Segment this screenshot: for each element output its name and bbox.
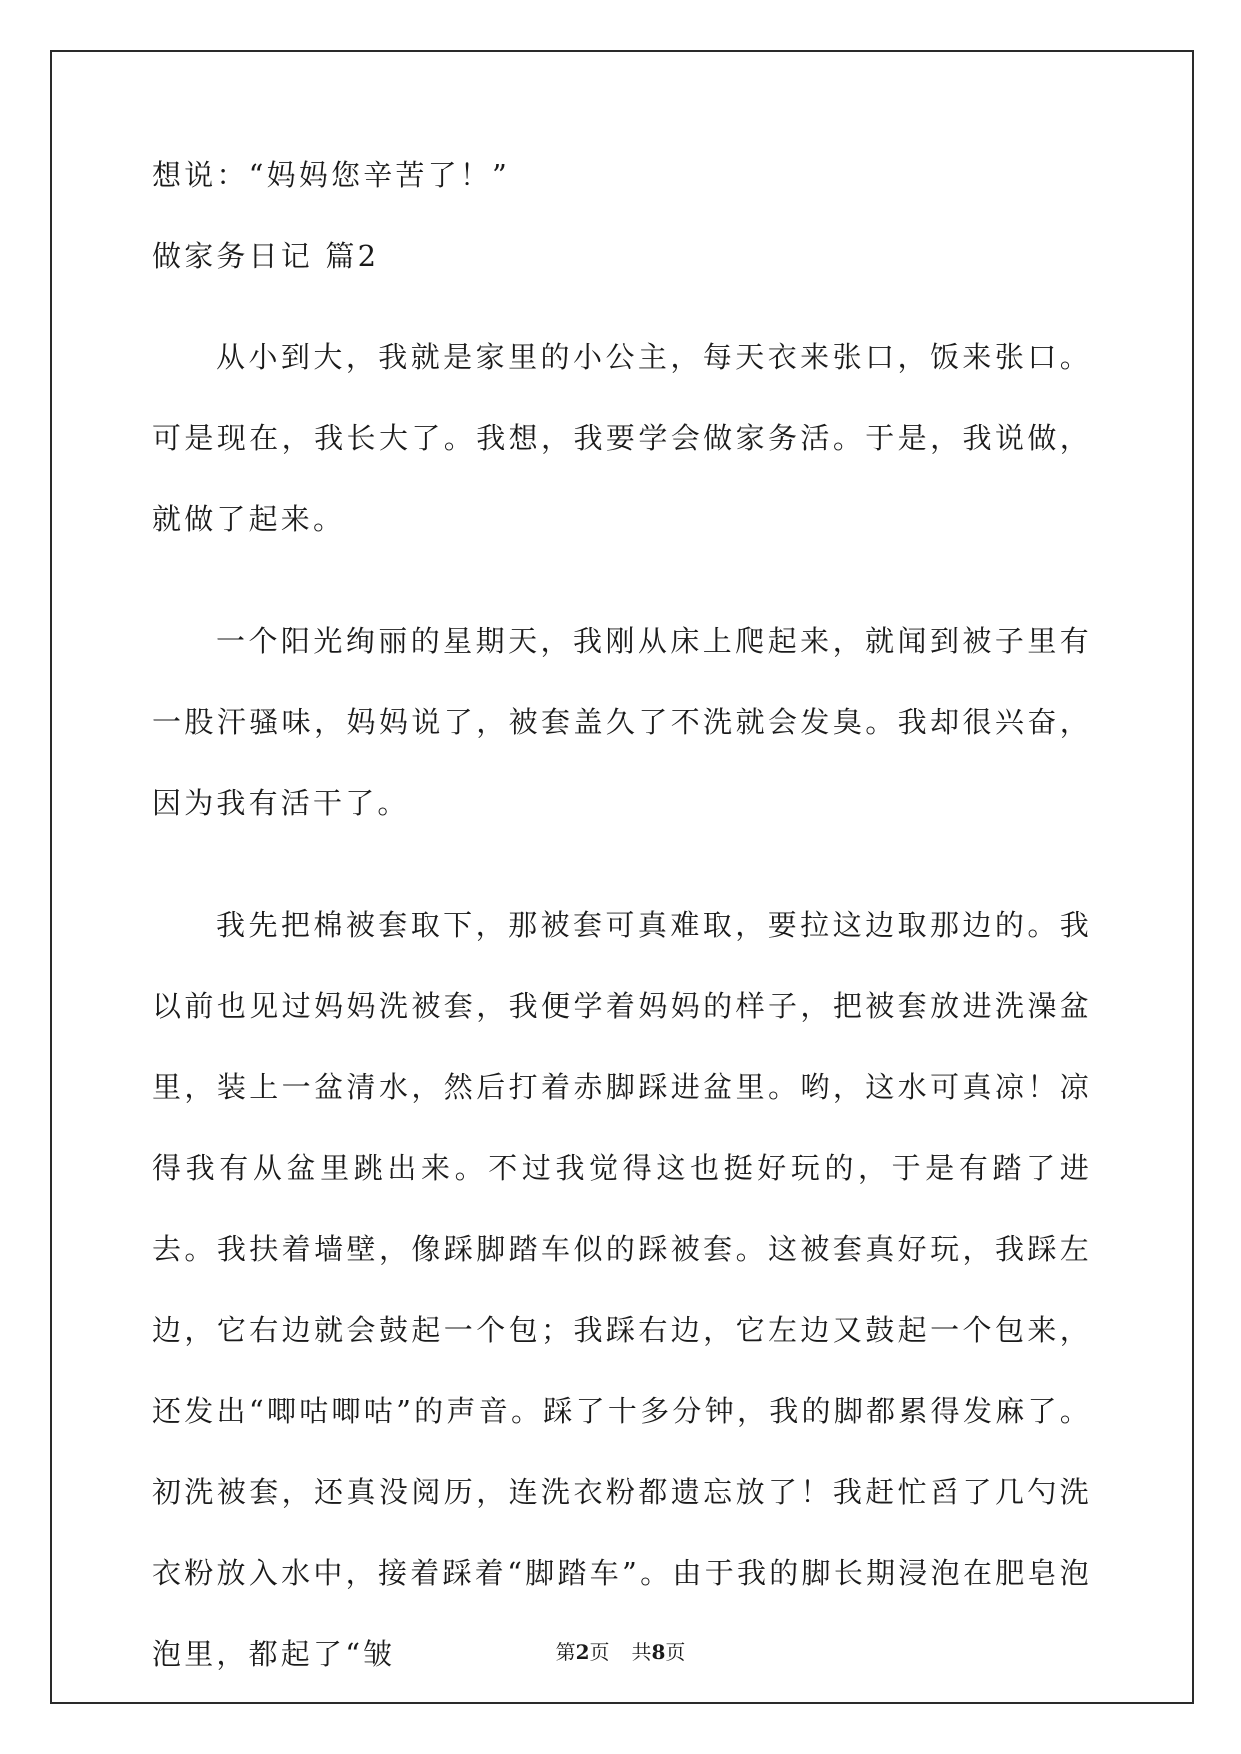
total-label-prefix: 共 xyxy=(631,1640,652,1664)
paragraph-1: 从小到大，我就是家里的小公主，每天衣来张口，饭来张口。可是现在，我长大了。我想，我要学会做家务活。于是，我说做，就做了起来。 xyxy=(152,340,1092,536)
paragraph-3: 我先把棉被套取下，那被套可真难取，要拉这边取那边的。我以前也见过妈妈洗被套，我便学着妈妈的样子，把被套放进洗澡盆里，装上一盆清水，然后打着赤脚踩进盆里。哟，这水可真凉！凉得我有从盆里跳出来。不过我觉得这也挺好玩的，于是有踏了进去。我扶着墙壁，像踩脚踏车似的踩被套。这被套真好玩，我踩左边，它右边就会鼓起一个包；我踩右边，它左边又鼓起一个包来，还发出“唧咕唧咕”的声音。踩了十多分钟，我的脚都累得发麻了。初洗被套，还真没阅历，连洗衣粉都遗忘放了！我赶忙舀了几勺洗衣粉放入水中，接着踩着“脚踏车”。由于我的脚长期浸泡在肥皂泡泡里，都起了“皱 xyxy=(152,908,1092,1671)
document-body xyxy=(152,155,1092,1736)
section-heading: 做家务日记 篇2 xyxy=(152,239,380,273)
current-page-number: 2 xyxy=(575,1640,590,1664)
page-footer xyxy=(0,1640,1241,1664)
paragraph-2: 一个阳光绚丽的星期天，我刚从床上爬起来，就闻到被子里有一股汗骚味，妈妈说了，被套盖久了不洗就会发臭。我却很兴奋，因为我有活干了。 xyxy=(152,624,1092,820)
page-label-suffix: 页 xyxy=(589,1640,610,1664)
total-label-suffix: 页 xyxy=(665,1640,686,1664)
page-label-prefix: 第 xyxy=(555,1640,576,1664)
continued-text-line: 想说：“妈妈您辛苦了！” xyxy=(152,158,511,192)
total-page-number: 8 xyxy=(651,1640,666,1664)
